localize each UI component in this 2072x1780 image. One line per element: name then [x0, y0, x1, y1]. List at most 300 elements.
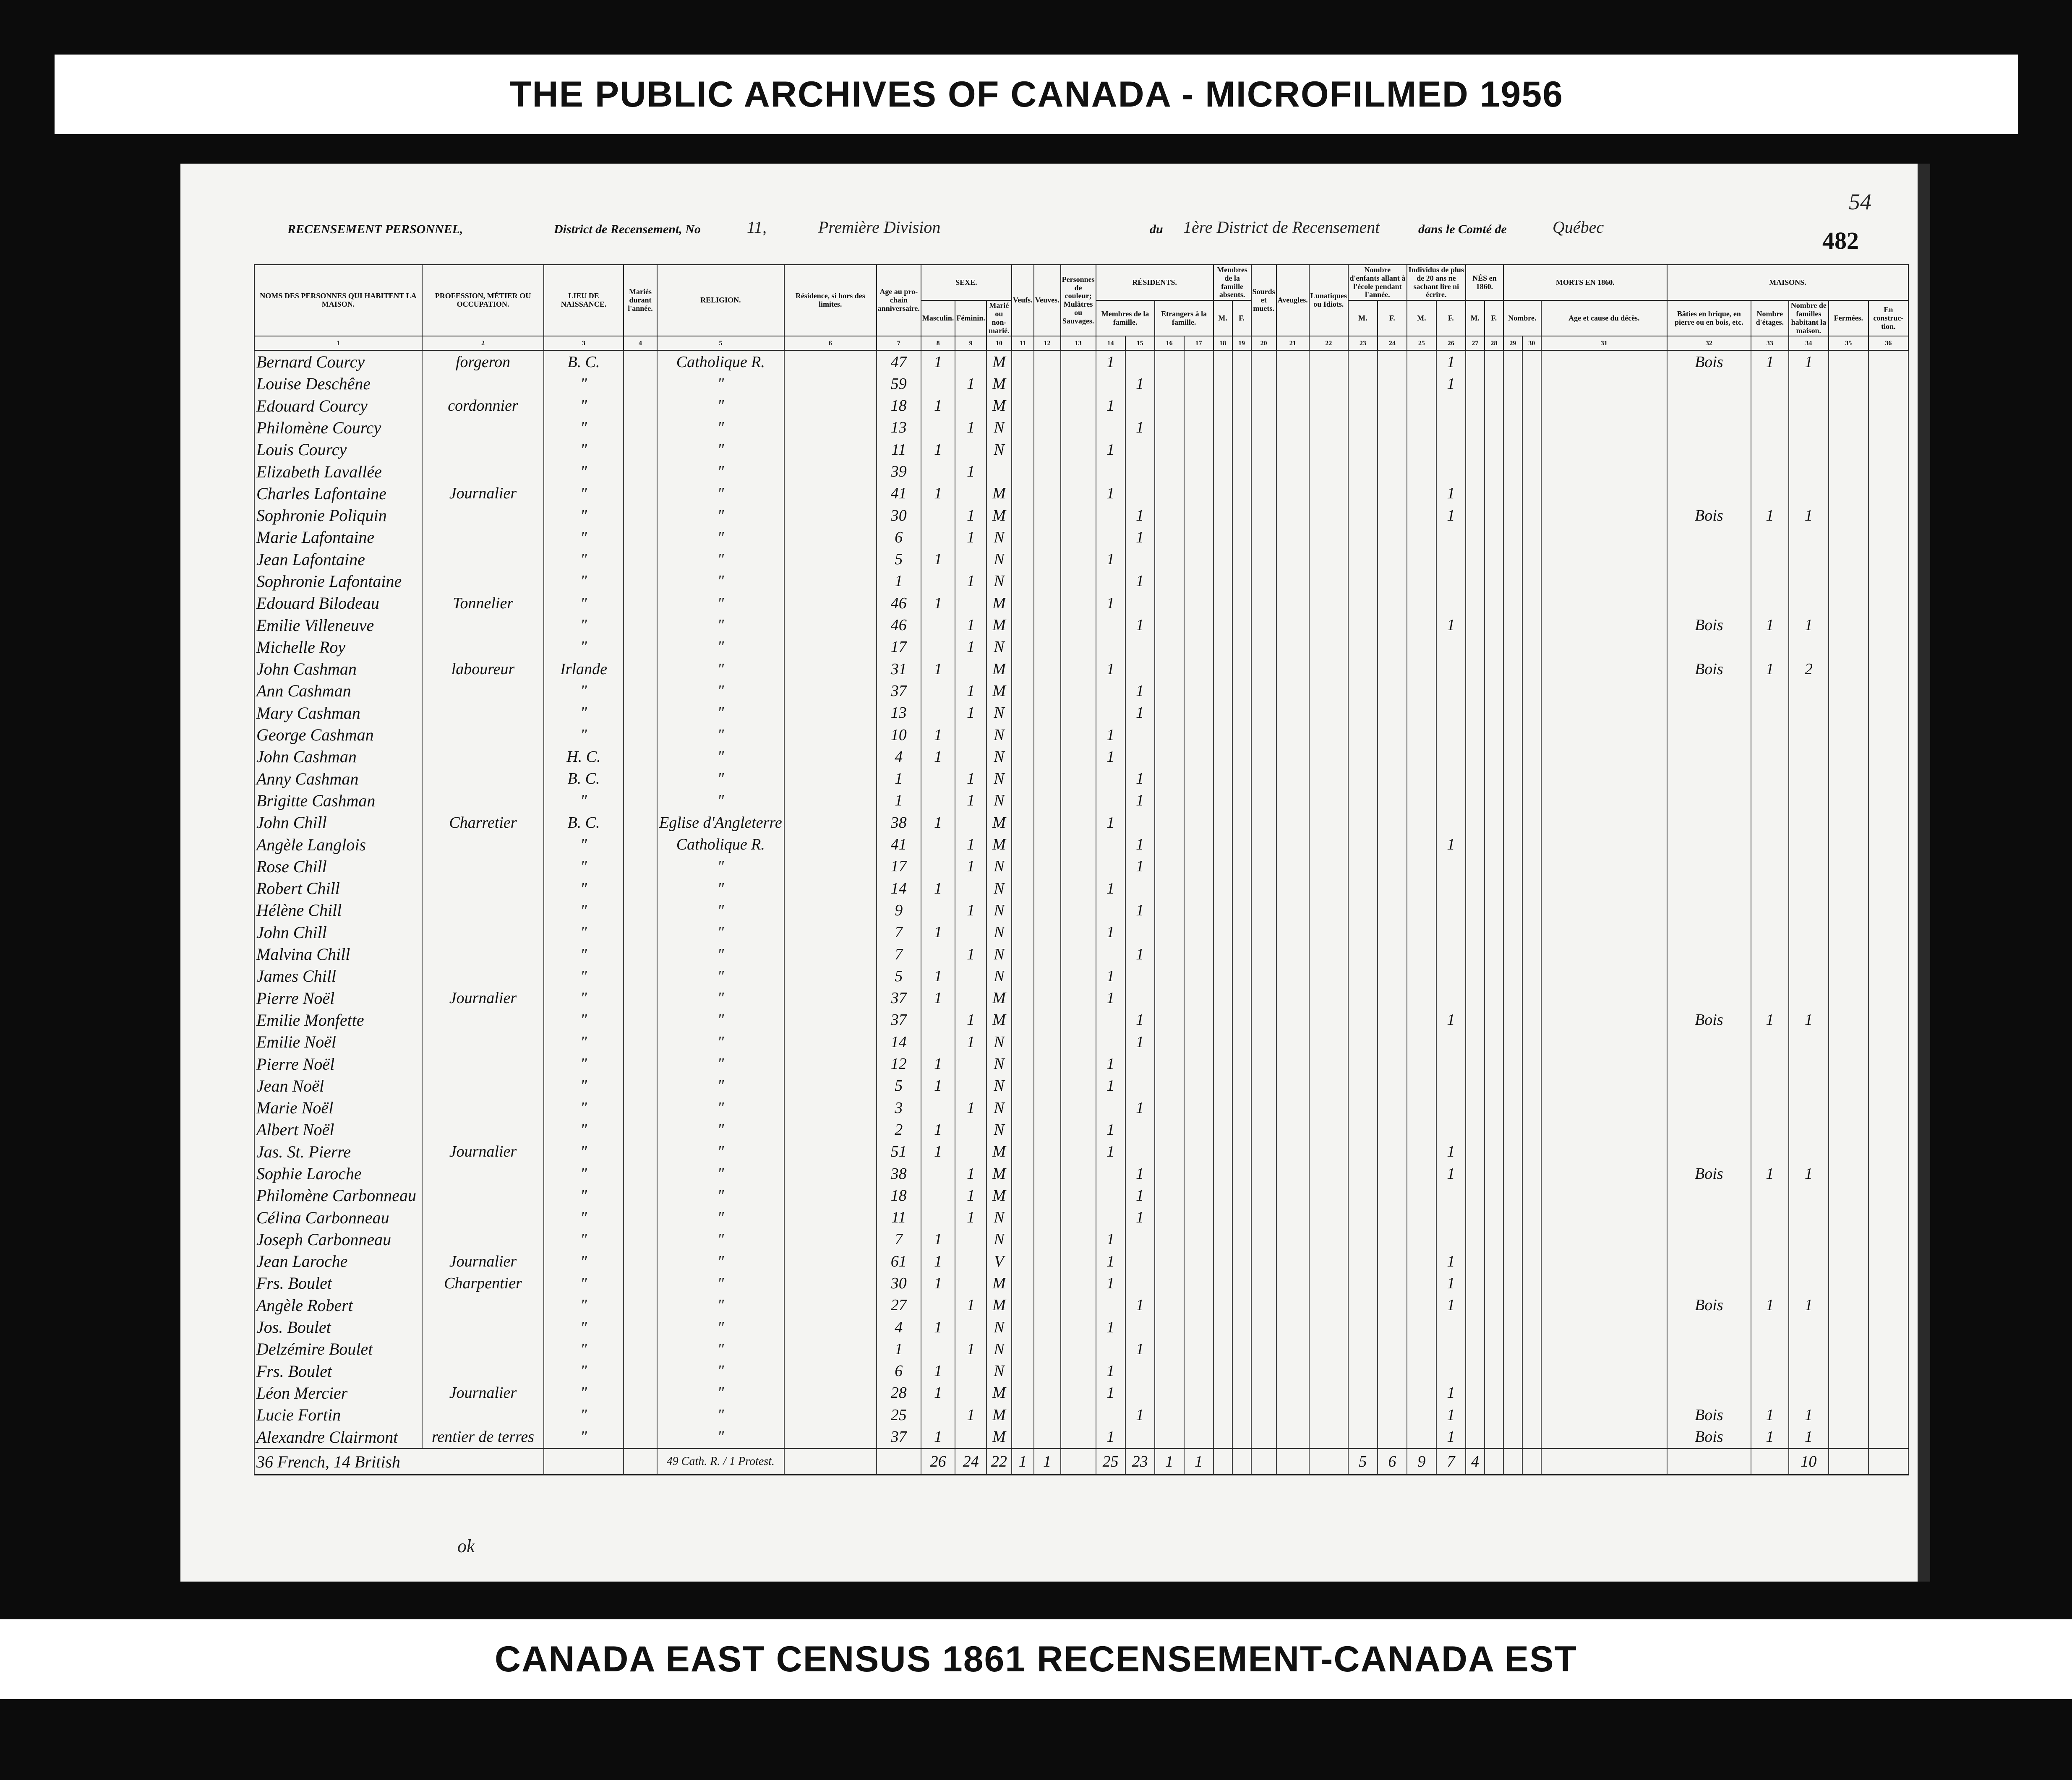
cell-f: [955, 658, 986, 680]
totals-etrangers-f: 1: [1184, 1449, 1213, 1475]
cell-res_m: 1: [1096, 724, 1125, 745]
cell-empty: [1012, 592, 1034, 614]
cell-empty: [784, 834, 877, 855]
cell-empty: [1232, 1360, 1251, 1382]
cell-empty: [624, 1119, 657, 1141]
cell-house: [1667, 548, 1751, 570]
cell-empty: [1155, 1272, 1184, 1294]
cell-empty: [1541, 1009, 1667, 1031]
cell-empty: [1348, 1053, 1378, 1075]
totals-religion: 49 Cath. R. / 1 Protest.: [657, 1449, 784, 1475]
cell-empty: [1503, 768, 1522, 790]
cell-empty: [1407, 1119, 1436, 1141]
cell-empty: [1251, 548, 1276, 570]
cell-empty: [1829, 746, 1868, 768]
cell-empty: [1155, 855, 1184, 877]
cell-empty: [1309, 1185, 1348, 1207]
cell-empty: [1184, 1272, 1213, 1294]
col-header-34: Nombre de familles habitant la maison.: [1789, 300, 1829, 336]
cell-prof: [422, 1294, 544, 1316]
cell-age: 61: [877, 1251, 921, 1272]
cell-empty: [1503, 812, 1522, 834]
cell-f: [955, 1272, 986, 1294]
cell-empty: [1276, 1162, 1309, 1184]
col-header-21: Aveugles.: [1276, 265, 1309, 336]
cell-empty: [1485, 1294, 1503, 1316]
cell-empty: [624, 1272, 657, 1294]
cell-empty: [1034, 878, 1061, 899]
cell-f: [955, 1382, 986, 1404]
cell-empty: [1407, 395, 1436, 417]
cell-empty: [1276, 1075, 1309, 1097]
cell-empty: [1829, 965, 1868, 987]
cell-house: Bois: [1667, 658, 1751, 680]
cell-house: [1667, 592, 1751, 614]
cell-empty: [1232, 1119, 1251, 1141]
cell-empty: [1061, 1382, 1096, 1404]
cell-empty: [1034, 1053, 1061, 1075]
table-row: [254, 1119, 1908, 1141]
cell-empty: [1155, 702, 1184, 724]
cell-prof: [422, 1338, 544, 1360]
cell-empty: [1184, 921, 1213, 943]
cell-empty: [784, 1426, 877, 1449]
cell-empty: [1522, 1251, 1541, 1272]
cell-empty: [1503, 350, 1522, 373]
cell-empty: [1184, 1031, 1213, 1053]
cell-empty: [1522, 614, 1541, 636]
cell-empty: [1012, 812, 1034, 834]
cell-empty: [1232, 1097, 1251, 1118]
cell-age: 4: [877, 1316, 921, 1338]
cell-empty: [1309, 1075, 1348, 1097]
cell-house: [1667, 1075, 1751, 1097]
cell-ind: 1: [1436, 1009, 1466, 1031]
cell-et: [1751, 965, 1789, 987]
cell-et: [1751, 1207, 1789, 1228]
cell-st: M: [986, 1272, 1012, 1294]
cell-fam: [1789, 461, 1829, 482]
table-row: [254, 526, 1908, 548]
cell-lieu: ": [544, 1031, 624, 1053]
cell-empty: [1232, 702, 1251, 724]
cell-empty: [1213, 1075, 1232, 1097]
cell-empty: [1309, 1009, 1348, 1031]
column-number: 17: [1184, 336, 1213, 350]
cell-lieu: H. C.: [544, 746, 624, 768]
col-header-23: M.: [1348, 300, 1378, 336]
cell-age: 5: [877, 548, 921, 570]
cell-rel: ": [657, 592, 784, 614]
cell-empty: [1034, 461, 1061, 482]
cell-f: [955, 921, 986, 943]
cell-empty: [1232, 768, 1251, 790]
table-row: [254, 724, 1908, 745]
cell-empty: [784, 1053, 877, 1075]
cell-res_f: [1125, 350, 1155, 373]
cell-ind: 1: [1436, 1404, 1466, 1426]
cell-fam: [1789, 768, 1829, 790]
cell-empty: [1012, 1097, 1034, 1118]
cell-empty: [1061, 1360, 1096, 1382]
cell-age: 37: [877, 1009, 921, 1031]
totals-familles: 10: [1789, 1449, 1829, 1475]
cell-empty: [1466, 395, 1485, 417]
cell-empty: [1348, 1294, 1378, 1316]
comte-name: Québec: [1553, 218, 1604, 237]
cell-empty: [1251, 899, 1276, 921]
cell-empty: [1868, 570, 1908, 592]
cell-empty: [1503, 899, 1522, 921]
cell-age: 13: [877, 702, 921, 724]
cell-empty: [1012, 1119, 1034, 1141]
cell-empty: [1378, 1009, 1407, 1031]
cell-empty: [1213, 1031, 1232, 1053]
cell-empty: [784, 548, 877, 570]
cell-f: 1: [955, 1009, 986, 1031]
cell-empty: [1061, 504, 1096, 526]
cell-empty: [1541, 1382, 1667, 1404]
cell-empty: [1012, 570, 1034, 592]
cell-res_f: [1125, 1075, 1155, 1097]
cell-m: 1: [921, 548, 955, 570]
cell-ind: [1436, 526, 1466, 548]
cell-res_m: 1: [1096, 350, 1125, 373]
cell-empty: [1309, 1207, 1348, 1228]
cell-empty: [1541, 987, 1667, 1009]
cell-res_f: 1: [1125, 790, 1155, 811]
cell-ind: [1436, 1360, 1466, 1382]
cell-rel: ": [657, 1228, 784, 1250]
cell-empty: [784, 350, 877, 373]
column-number: 31: [1541, 336, 1667, 350]
cell-et: [1751, 1031, 1789, 1053]
cell-rel: ": [657, 965, 784, 987]
cell-empty: [1829, 1382, 1868, 1404]
col-header-19: F.: [1232, 300, 1251, 336]
cell-empty: [1309, 1272, 1348, 1294]
cell-empty: [784, 570, 877, 592]
cell-st: M: [986, 987, 1012, 1009]
cell-fam: [1789, 987, 1829, 1009]
cell-empty: [1309, 1031, 1348, 1053]
cell-m: 1: [921, 482, 955, 504]
cell-lieu: ": [544, 1162, 624, 1184]
cell-empty: [1485, 1382, 1503, 1404]
cell-empty: [784, 526, 877, 548]
cell-f: 1: [955, 1207, 986, 1228]
cell-res_f: [1125, 1053, 1155, 1075]
cell-empty: [1061, 636, 1096, 658]
cell-house: [1667, 417, 1751, 438]
cell-empty: [1829, 1185, 1868, 1207]
cell-empty: [1251, 526, 1276, 548]
cell-empty: [1213, 439, 1232, 461]
cell-empty: [1034, 855, 1061, 877]
cell-empty: [1251, 1404, 1276, 1426]
cell-empty: [1485, 1185, 1503, 1207]
cell-empty: [1503, 1185, 1522, 1207]
cell-fam: [1789, 899, 1829, 921]
table-row: [254, 921, 1908, 943]
cell-st: N: [986, 746, 1012, 768]
cell-empty: [1485, 746, 1503, 768]
cell-empty: [1012, 1316, 1034, 1338]
cell-empty: [1868, 1162, 1908, 1184]
cell-empty: [1012, 636, 1034, 658]
cell-ind: [1436, 746, 1466, 768]
cell-empty: [1868, 812, 1908, 834]
cell-empty: [1155, 1185, 1184, 1207]
col-header-4: Mariés durant l'année.: [624, 265, 657, 336]
cell-st: N: [986, 1316, 1012, 1338]
cell-empty: [1522, 943, 1541, 965]
cell-m: [921, 834, 955, 855]
cell-f: [955, 1141, 986, 1162]
cell-empty: [1213, 1404, 1232, 1426]
col-header-24: F.: [1378, 300, 1407, 336]
cell-et: [1751, 680, 1789, 702]
cell-empty: [1309, 658, 1348, 680]
cell-empty: [1251, 724, 1276, 745]
cell-empty: [1309, 746, 1348, 768]
cell-empty: [1348, 899, 1378, 921]
cell-empty: [1541, 724, 1667, 745]
cell-empty: [784, 439, 877, 461]
cell-empty: [1309, 504, 1348, 526]
cell-empty: [1829, 548, 1868, 570]
cell-name: Delzémire Boulet: [254, 1338, 422, 1360]
cell-empty: [1232, 1426, 1251, 1449]
cell-empty: [1061, 350, 1096, 373]
cell-empty: [1232, 746, 1251, 768]
cell-empty: [1541, 1119, 1667, 1141]
cell-empty: [1251, 1426, 1276, 1449]
cell-empty: [1541, 350, 1667, 373]
cell-empty: [1213, 504, 1232, 526]
table-row: [254, 570, 1908, 592]
cell-age: 37: [877, 680, 921, 702]
table-row: [254, 373, 1908, 395]
cell-empty: [1061, 1009, 1096, 1031]
cell-empty: [1251, 1053, 1276, 1075]
cell-empty: [1466, 812, 1485, 834]
cell-empty: [1541, 965, 1667, 987]
cell-empty: [1868, 724, 1908, 745]
cell-empty: [1155, 439, 1184, 461]
cell-f: 1: [955, 1162, 986, 1184]
cell-empty: [1061, 1141, 1096, 1162]
cell-prof: [422, 878, 544, 899]
cell-empty: [1407, 746, 1436, 768]
cell-empty: [1348, 461, 1378, 482]
cell-age: 7: [877, 1228, 921, 1250]
cell-ind: 1: [1436, 834, 1466, 855]
cell-empty: [624, 1141, 657, 1162]
cell-empty: [1407, 921, 1436, 943]
cell-empty: [1184, 746, 1213, 768]
cell-empty: [1378, 548, 1407, 570]
cell-f: 1: [955, 899, 986, 921]
cell-empty: [1012, 461, 1034, 482]
cell-empty: [1485, 834, 1503, 855]
cell-name: Ann Cashman: [254, 680, 422, 702]
cell-res_f: 1: [1125, 943, 1155, 965]
cell-empty: [1485, 658, 1503, 680]
cell-empty: [1485, 1207, 1503, 1228]
cell-lieu: ": [544, 592, 624, 614]
cell-lieu: ": [544, 855, 624, 877]
cell-fam: 1: [1789, 350, 1829, 373]
cell-st: [986, 461, 1012, 482]
cell-empty: [1309, 987, 1348, 1009]
cell-empty: [1012, 1053, 1034, 1075]
cell-empty: [1309, 1053, 1348, 1075]
cell-f: [955, 1426, 986, 1449]
cell-empty: [1184, 1075, 1213, 1097]
cell-empty: [1232, 548, 1251, 570]
cell-et: [1751, 987, 1789, 1009]
cell-empty: [1466, 1404, 1485, 1426]
cell-ind: 1: [1436, 1162, 1466, 1184]
cell-m: [921, 1162, 955, 1184]
cell-empty: [1184, 1119, 1213, 1141]
table-row: [254, 658, 1908, 680]
cell-empty: [1485, 526, 1503, 548]
cell-empty: [1213, 768, 1232, 790]
cell-empty: [1541, 636, 1667, 658]
cell-name: Frs. Boulet: [254, 1272, 422, 1294]
cell-empty: [1155, 548, 1184, 570]
cell-m: [921, 702, 955, 724]
cell-lieu: ": [544, 702, 624, 724]
cell-fam: [1789, 1185, 1829, 1207]
cell-empty: [1348, 834, 1378, 855]
cell-empty: [1485, 965, 1503, 987]
cell-res_m: [1096, 1162, 1125, 1184]
cell-empty: [1485, 417, 1503, 438]
cell-empty: [1232, 482, 1251, 504]
cell-age: 41: [877, 482, 921, 504]
cell-empty: [1829, 855, 1868, 877]
cell-f: [955, 1360, 986, 1382]
cell-empty: [1522, 724, 1541, 745]
cell-empty: [1012, 1009, 1034, 1031]
cell-et: [1751, 1228, 1789, 1250]
cell-house: [1667, 373, 1751, 395]
cell-empty: [1503, 636, 1522, 658]
cell-empty: [1034, 943, 1061, 965]
cell-empty: [1868, 1360, 1908, 1382]
cell-empty: [1522, 768, 1541, 790]
cell-empty: [1232, 812, 1251, 834]
cell-empty: [1309, 943, 1348, 965]
cell-empty: [1407, 1141, 1436, 1162]
cell-empty: [1829, 658, 1868, 680]
cell-m: 1: [921, 1053, 955, 1075]
cell-empty: [1485, 614, 1503, 636]
cell-res_f: 1: [1125, 768, 1155, 790]
cell-st: N: [986, 921, 1012, 943]
cell-empty: [1232, 1185, 1251, 1207]
cell-age: 28: [877, 1382, 921, 1404]
cell-st: N: [986, 636, 1012, 658]
census-table: [254, 264, 1909, 1475]
cell-empty: [1503, 1382, 1522, 1404]
cell-empty: [1829, 1272, 1868, 1294]
cell-empty: [1276, 482, 1309, 504]
cell-res_m: [1096, 504, 1125, 526]
cell-st: N: [986, 439, 1012, 461]
cell-prof: [422, 921, 544, 943]
cell-empty: [624, 614, 657, 636]
cell-age: 6: [877, 1360, 921, 1382]
cell-empty: [1407, 1426, 1436, 1449]
cell-empty: [1829, 1162, 1868, 1184]
cell-res_m: 1: [1096, 878, 1125, 899]
cell-empty: [784, 965, 877, 987]
cell-ind: 1: [1436, 1294, 1466, 1316]
cell-lieu: ": [544, 439, 624, 461]
cell-empty: [1466, 1316, 1485, 1338]
cell-name: James Chill: [254, 965, 422, 987]
cell-empty: [1276, 702, 1309, 724]
cell-fam: [1789, 1382, 1829, 1404]
cell-empty: [624, 1009, 657, 1031]
cell-empty: [1522, 746, 1541, 768]
cell-f: 1: [955, 768, 986, 790]
cell-empty: [1155, 1294, 1184, 1316]
cell-empty: [1061, 987, 1096, 1009]
cell-ind: 1: [1436, 373, 1466, 395]
col-header-20: Sourds et muets.: [1251, 265, 1276, 336]
cell-empty: [624, 1251, 657, 1272]
cell-empty: [1213, 1009, 1232, 1031]
cell-empty: [1485, 1162, 1503, 1184]
cell-ind: [1436, 1338, 1466, 1360]
cell-empty: [1348, 746, 1378, 768]
cell-empty: [1184, 504, 1213, 526]
cell-empty: [1061, 1097, 1096, 1118]
cell-empty: [1012, 439, 1034, 461]
cell-lieu: ": [544, 373, 624, 395]
cell-res_f: 1: [1125, 417, 1155, 438]
cell-empty: [1348, 548, 1378, 570]
cell-empty: [624, 855, 657, 877]
cell-empty: [1251, 1272, 1276, 1294]
cell-ind: [1436, 1228, 1466, 1250]
cell-empty: [1407, 592, 1436, 614]
cell-empty: [1309, 417, 1348, 438]
cell-empty: [1012, 504, 1034, 526]
cell-empty: [1348, 1009, 1378, 1031]
cell-empty: [1522, 1382, 1541, 1404]
cell-empty: [1034, 1251, 1061, 1272]
cell-name: Louise Deschêne: [254, 373, 422, 395]
cell-st: N: [986, 548, 1012, 570]
page-number: 482: [1822, 227, 1859, 254]
cell-empty: [1034, 1207, 1061, 1228]
cell-empty: [1378, 1404, 1407, 1426]
cell-st: M: [986, 834, 1012, 855]
cell-empty: [1184, 790, 1213, 811]
cell-empty: [1251, 812, 1276, 834]
cell-rel: ": [657, 658, 784, 680]
cell-res_m: 1: [1096, 548, 1125, 570]
cell-rel: ": [657, 548, 784, 570]
cell-empty: [1309, 702, 1348, 724]
cell-name: Jas. St. Pierre: [254, 1141, 422, 1162]
